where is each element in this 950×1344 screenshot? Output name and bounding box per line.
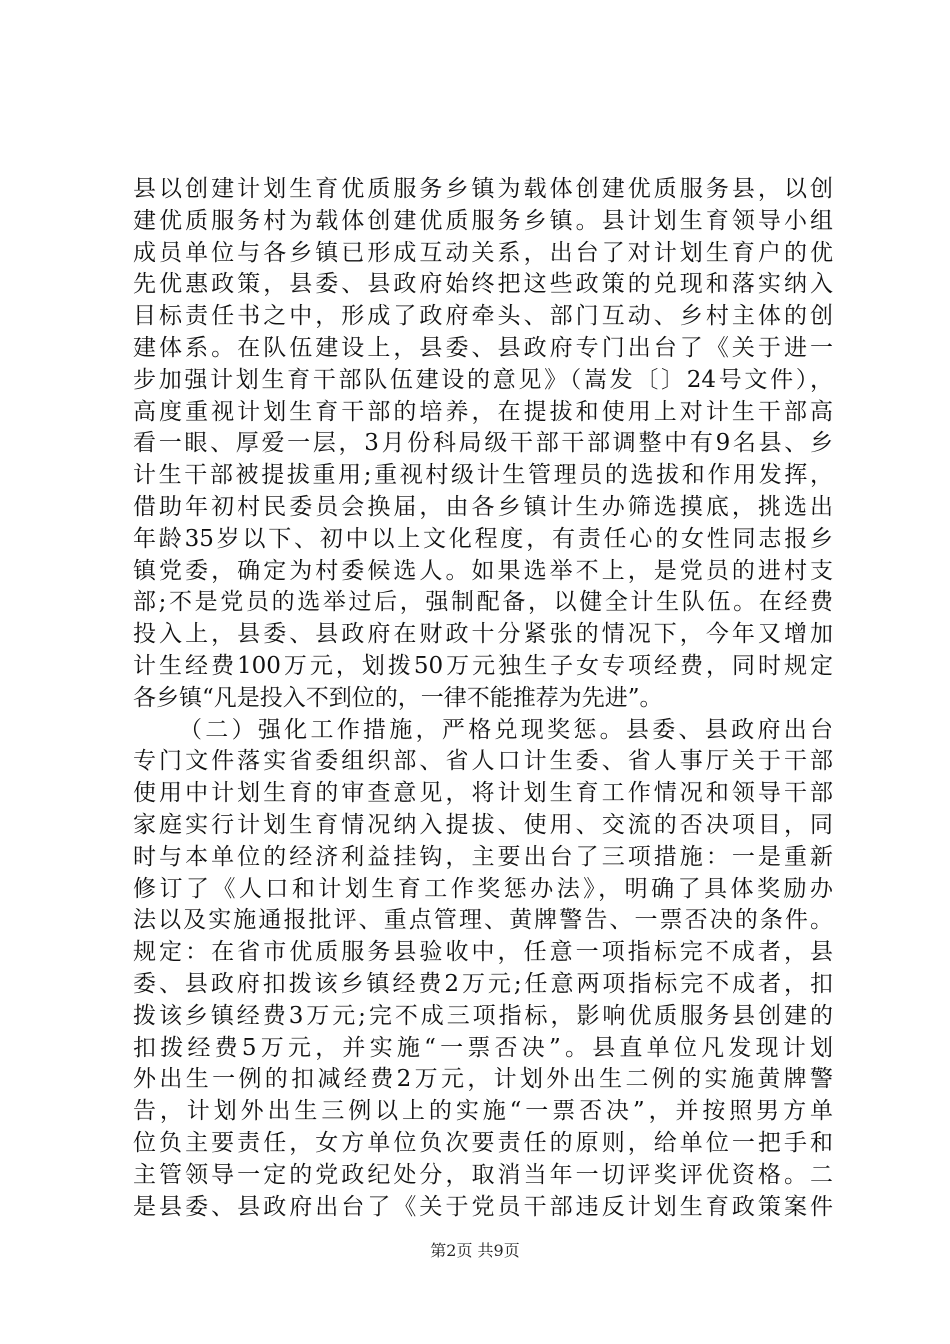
text-line: 目标责任书之中，形成了政府牵头、部门互动、乡村主体的创 [133, 303, 833, 330]
text-line: 修订了《人口和计划生育工作奖惩办法》，明确了具体奖励办 [133, 875, 833, 902]
text-line: 位负主要责任，女方单位负次要责任的原则，给单位一把手和 [133, 1129, 833, 1156]
text-line: 先优惠政策，县委、县政府始终把这些政策的兑现和落实纳入 [133, 271, 833, 298]
text-line: 计生干部被提拔重用;重视村级计生管理员的选拔和作用发挥， [133, 462, 833, 489]
text-line: 看一眼、厚爱一层，3月份科局级干部干部调整中有9名县、乡 [133, 430, 833, 457]
text-line: 投入上，县委、县政府在财政十分紧张的情况下，今年又增加 [133, 621, 833, 648]
text-line: 高度重视计划生育干部的培养，在提拔和使用上对计生干部高 [133, 398, 833, 425]
text-line: 专门文件落实省委组织部、省人口计生委、省人事厅关于干部 [133, 748, 833, 775]
text-line: 计生经费100万元，划拨50万元独生子女专项经费，同时规定 [133, 652, 833, 679]
text-line: 告，计划外出生三例以上的实施“一票否决”，并按照男方单 [133, 1098, 833, 1125]
page-footer [0, 1240, 950, 1262]
text-line: 建体系。在队伍建设上，县委、县政府专门出台了《关于进一 [133, 334, 833, 361]
text-line: 家庭实行计划生育情况纳入提拔、使用、交流的否决项目，同 [133, 811, 833, 838]
text-line: 使用中计划生育的审查意见，将计划生育工作情况和领导干部 [133, 780, 833, 807]
body-text [133, 174, 833, 1223]
text-line: 规定：在省市优质服务县验收中，任意一项指标完不成者，县 [133, 939, 833, 966]
text-line: 部;不是党员的选举过后，强制配备，以健全计生队伍。在经费 [133, 589, 833, 616]
text-line: 外出生一例的扣减经费2万元，计划外出生二例的实施黄牌警 [133, 1066, 833, 1093]
text-line: 建优质服务村为载体创建优质服务乡镇。县计划生育领导小组 [133, 207, 833, 234]
text-line: 成员单位与各乡镇已形成互动关系，出台了对计划生育户的优 [133, 239, 833, 266]
text-line: 县以创建计划生育优质服务乡镇为载体创建优质服务县，以创 [133, 176, 833, 202]
text-line: 法以及实施通报批评、重点管理、黄牌警告、一票否决的条件。 [133, 907, 833, 934]
text-line: 年龄35岁以下、初中以上文化程度，有责任心的女性同志报乡 [133, 525, 833, 552]
text-line: （二）强化工作措施，严格兑现奖惩。县委、县政府出台 [179, 716, 833, 743]
text-line: 借助年初村民委员会换届，由各乡镇计生办筛选摸底，挑选出 [133, 493, 833, 520]
text-line: 扣拨经费5万元，并实施“一票否决”。县直单位凡发现计划 [133, 1034, 833, 1061]
text-line: 步加强计划生育干部队伍建设的意见》（嵩发〔〕24号文件）， [133, 366, 833, 393]
page-number: 第2页 共9页 [430, 1241, 520, 1260]
text-line: 各乡镇“凡是投入不到位的，一律不能推荐为先进”。 [133, 684, 663, 711]
text-line: 时与本单位的经济利益挂钩，主要出台了三项措施：一是重新 [133, 843, 833, 870]
text-line: 拨该乡镇经费3万元;完不成三项指标，影响优质服务县创建的 [133, 1002, 833, 1029]
text-line: 主管领导一定的党政纪处分，取消当年一切评奖评优资格。二 [133, 1161, 833, 1188]
text-line: 委、县政府扣拨该乡镇经费2万元;任意两项指标完不成者，扣 [133, 970, 833, 997]
text-line: 是县委、县政府出台了《关于党员干部违反计划生育政策案件 [133, 1193, 833, 1220]
text-line: 镇党委，确定为村委候选人。如果选举不上，是党员的进村支 [133, 557, 833, 584]
